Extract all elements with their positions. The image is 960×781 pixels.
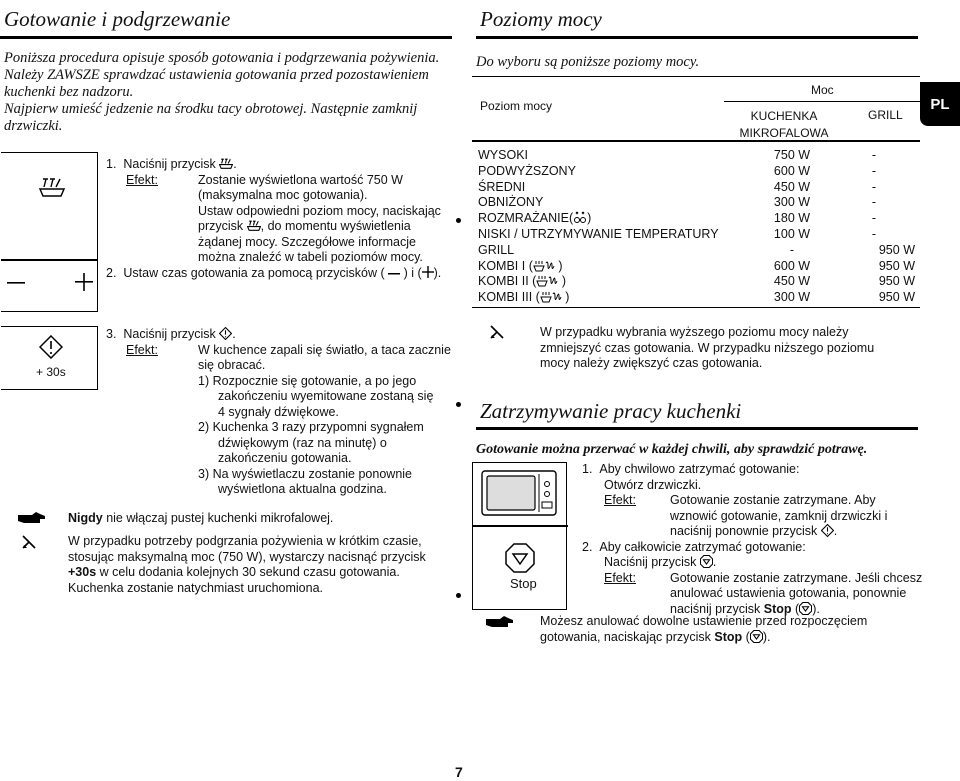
microwave-power-value: -: [789, 242, 795, 257]
effect-text: naciśnij ponownie przycisk: [670, 524, 818, 538]
power-level-name: WYSOKI: [478, 148, 529, 162]
grill-power-value: -: [871, 227, 877, 241]
divider-dot: [456, 402, 461, 407]
note-bold: +30s: [68, 565, 97, 579]
defrost-icon: [573, 211, 587, 224]
microwave-power-value: 600 W: [773, 163, 811, 178]
step-text: Aby całkowicie zatrzymać gotowanie:: [599, 539, 806, 554]
effect-text: Gotowanie zostanie zatrzymane. Jeśli chcesz: [670, 570, 923, 585]
header-line: MIKROFALOWA: [739, 126, 829, 140]
step-detail: żądanej mocy. Szczegółowe informacje: [198, 234, 416, 249]
page-number: 7: [455, 764, 463, 780]
table-header-grill: GRILL: [868, 108, 903, 122]
pointing-hand-icon: [486, 615, 514, 629]
grill-power-value: -: [871, 211, 877, 226]
effect-text: anulować ustawienia gotowania, ponownie: [670, 586, 907, 600]
microwave-power-value: 450 W: [773, 274, 811, 289]
grill-power-value: -: [871, 179, 877, 194]
intro-line: Najpierw umieść jedzenie na środku tacy obrotowej. Następnie zamknij: [4, 101, 418, 117]
stop-word: Stop: [714, 629, 743, 644]
power-level-name: GRILL: [478, 242, 515, 257]
power-level-table: [472, 76, 920, 308]
right-intro: Do wyboru są poniższe poziomy mocy.: [476, 54, 700, 70]
start-button-label: + 30s: [36, 365, 66, 379]
step-detail: do momentu wyświetlenia: [267, 219, 411, 233]
start-icon: [821, 524, 834, 537]
effect-label: Efekt:: [604, 493, 636, 507]
intro-line: Poniższa procedura opisuje sposób gotowania i podgrzewania pożywienia.: [4, 50, 440, 66]
stop-steps: 1. Aby chwilowo zatrzymać gotowanie: Otwórz drzwiczki. Efekt: Gotowanie zostanie zatrzymane. Aby wznowić gotowanie, zamknij drzwiczki i naciśnij ponownie przycisk . 2. Aby całkowicie zatrzymać gotowanie: Naciśnij przycisk . Efekt: Gotowanie zostanie zatrzymane. Jeśli chcesz anulować ustawienia gotowania, ponownie naciśnij przycisk Stop ( ).: [582, 462, 923, 616]
intro-line: drzwiczki.: [4, 118, 63, 134]
plus-icon: [422, 266, 434, 278]
effect-text: Gotowanie zostanie zatrzymane. Aby: [670, 493, 876, 507]
power-level-name: KOMBI III ( ): [478, 290, 570, 305]
microwave-power-value: 180 W: [773, 211, 811, 226]
microwave-power-icon: [219, 157, 233, 170]
note-text: mocy należy zwiększyć czas gotowania.: [540, 356, 763, 370]
table-header-level: Poziom mocy: [480, 99, 553, 113]
grill-power-value: 950 W: [878, 242, 915, 257]
power-level-name: NISKI / UTRZYMYWANIE TEMPERATURY: [478, 227, 719, 241]
step-text: Naciśnij przycisk: [604, 555, 697, 569]
stop-button-label: Stop: [510, 576, 537, 591]
note-text: W przypadku wybrania wyższego poziomu mocy należy: [540, 325, 849, 339]
note-bold: Nigdy: [68, 511, 103, 525]
list-item: dźwiękowym (raz na minutę) o: [218, 435, 387, 450]
grill-power-value: 950 W: [878, 274, 915, 289]
stop-icon: [750, 630, 763, 643]
intro-line: Należy ZAWSZE sprawdzać ustawienia gotowania przed pozostawieniem: [4, 67, 429, 83]
microwave-illustration: [472, 462, 567, 610]
grill-power-value: -: [871, 195, 877, 210]
language-tab: PL: [920, 82, 960, 126]
microwave-power-icon: [39, 175, 65, 199]
power-level-name: ŚREDNI: [478, 179, 526, 194]
list-item: 4 sygnały dźwiękowe.: [218, 404, 339, 419]
list-item: 2) Kuchenka 3 razy przypomni sygnałem: [198, 420, 424, 434]
effect-label: Efekt:: [604, 570, 636, 585]
step-detail: Ustaw odpowiedni poziom mocy, naciskając: [198, 203, 441, 218]
effect-text: W kuchence zapali się światło, a taca zacznie: [198, 342, 451, 357]
note-text: stosując maksymalną moc (750 W), wystarczy nacisnąć przycisk: [68, 549, 426, 564]
microwave-power-value: 600 W: [773, 258, 811, 273]
microwave-power-value: 100 W: [773, 227, 811, 241]
step-3-block: 3. Naciśnij przycisk . Efekt: W kuchence zapali się światło, a taca zacznie się obracać. 1) Rozpocznie się gotowanie, a po jego zakończeniu wyemitowane zostaną się 4 sygnały dźwiękowe. 2) Kuchenka 3 razy przypomni sygnałem dźwiękowym (raz na minutę) o zakończeniu gotowania. 3) Na wyświetlaczu zostanie ponownie wyświetlona aktualna godzina.: [106, 327, 456, 498]
combi-icon: [536, 275, 558, 287]
effect-text: (maksymalna moc gotowania).: [198, 188, 368, 202]
minus-icon: [7, 281, 25, 285]
table-header-microwave: [730, 108, 838, 142]
note-30s: [68, 534, 458, 596]
list-item: zakończeniu gotowania.: [218, 451, 352, 465]
divider-dot: [456, 593, 461, 598]
note-icon: [490, 325, 504, 339]
stop-intro: Gotowanie można przerwać w każdej chwili, aby sprawdzić potrawę.: [476, 442, 868, 457]
grill-power-value: -: [871, 163, 877, 178]
left-section-header: [0, 5, 452, 39]
divider-dot: [456, 218, 461, 223]
step-text: ) i (: [403, 265, 422, 280]
effect-text: Zostanie wyświetlona wartość 750 W: [198, 172, 403, 187]
left-intro: [4, 50, 449, 135]
power-level-name: KOMBI II ( ): [478, 274, 566, 289]
step-text: Naciśnij przycisk: [123, 157, 216, 171]
list-item: 1) Rozpocznie się gotowanie, a po jego: [198, 373, 417, 388]
stop-section-title: Zatrzymywanie pracy kuchenki: [480, 399, 742, 423]
effect-label: Efekt:: [126, 172, 158, 187]
microwave-power-value: 450 W: [773, 179, 811, 194]
step-text: ).: [433, 265, 442, 280]
power-level-name: ROZMRAŻANIE( ): [478, 211, 592, 226]
start-icon: [39, 335, 63, 359]
grill-power-value: 950 W: [878, 290, 915, 305]
microwave-oven-icon: [481, 470, 557, 518]
step-number: 2.: [582, 539, 593, 554]
header-line: KUCHENKA: [750, 109, 818, 123]
right-section-header: [476, 5, 918, 39]
power-level-name: PODWYŻSZONY: [478, 163, 576, 178]
minus-icon: [388, 268, 400, 278]
power-note: [540, 325, 874, 372]
stop-icon: [799, 602, 812, 615]
step-text: Ustaw czas gotowania za pomocą przycisków (: [123, 265, 385, 280]
pointing-hand-icon: [18, 511, 46, 525]
grill-power-value: 950 W: [878, 258, 915, 273]
stop-word: Stop: [763, 601, 792, 616]
stop-icon: [505, 543, 535, 573]
tip-text: Możesz anulować dowolne ustawienie przed rozpoczęciem: [540, 614, 868, 628]
start-icon: [219, 327, 232, 340]
table-header-moc: Moc: [811, 83, 834, 97]
power-level-name: KOMBI I ( ): [478, 258, 563, 273]
stop-section-header: [476, 398, 918, 430]
power-level-name: OBNIŻONY: [478, 195, 544, 210]
combi-icon: [533, 260, 555, 272]
plus-icon: [75, 273, 93, 291]
effect-text: się obracać.: [198, 358, 266, 372]
step-number: 1.: [582, 462, 593, 476]
step-detail: przycisk: [198, 219, 244, 233]
start-button-illustration: [1, 326, 98, 390]
effect-text: wznowić gotowanie, zamknij drzwiczki i: [670, 508, 888, 523]
step-number: 1.: [106, 157, 117, 171]
note-text: W przypadku potrzeby podgrzania pożywienia w krótkim czasie,: [68, 534, 422, 548]
list-item: 3) Na wyświetlaczu zostanie ponownie: [198, 466, 412, 481]
left-section-title: Gotowanie i podgrzewanie: [4, 7, 231, 31]
microwave-power-value: 300 W: [773, 195, 811, 210]
microwave-power-icon: [247, 219, 261, 232]
tip-text: gotowania, naciskając przycisk: [540, 629, 711, 644]
step-text: Naciśnij przycisk: [123, 327, 216, 341]
power-button-illustration: [1, 152, 98, 312]
step-number: 3.: [106, 327, 117, 341]
list-item: wyświetlona aktualna godzina.: [218, 482, 387, 496]
step-number: 2.: [106, 265, 117, 280]
step-text: Aby chwilowo zatrzymać gotowanie:: [599, 462, 800, 476]
note-icon: [22, 535, 36, 549]
grill-power-value: -: [871, 148, 877, 162]
note-text: zmniejszyć czas gotowania. W przypadku niższego poziomu: [540, 340, 875, 355]
note-text: nie włączaj pustej kuchenki mikrofalowej.: [102, 511, 334, 525]
intro-line: kuchenki bez nadzoru.: [4, 84, 134, 100]
stop-icon: [700, 555, 713, 568]
cancel-tip: Możesz anulować dowolne ustawienie przed rozpoczęciem gotowania, naciskając przycisk Stop ( ).: [540, 614, 868, 644]
note-never-empty: [68, 511, 333, 527]
effect-text: naciśnij przycisk: [670, 601, 761, 616]
combi-icon: [540, 291, 562, 303]
effect-label: Efekt:: [126, 342, 158, 357]
list-item: zakończeniu wyemitowane zostaną się: [218, 389, 434, 403]
step-1-block: 1. Naciśnij przycisk . Efekt: Zostanie wyświetlona wartość 750 W (maksymalna moc gotowania). Ustaw odpowiedni poziom mocy, naciskając przycisk , do momentu wyświetlenia żądanej mocy. Szczegółowe informacje można znaleźć w tabeli poziomów mocy. 2. Ustaw czas gotowania za pomocą przycisków ( ) i ( ).: [106, 157, 456, 281]
microwave-power-value: 300 W: [773, 290, 811, 305]
note-text: w celu dodania kolejnych 30 sekund czasu gotowania.: [99, 565, 400, 579]
step-text: Otwórz drzwiczki.: [604, 477, 702, 492]
step-detail: można znaleźć w tabeli poziomów mocy.: [198, 250, 423, 264]
note-text: Kuchenka zostanie natychmiast uruchomiona.: [68, 580, 324, 595]
microwave-power-value: 750 W: [773, 148, 811, 162]
right-section-title: Poziomy mocy: [480, 7, 602, 31]
